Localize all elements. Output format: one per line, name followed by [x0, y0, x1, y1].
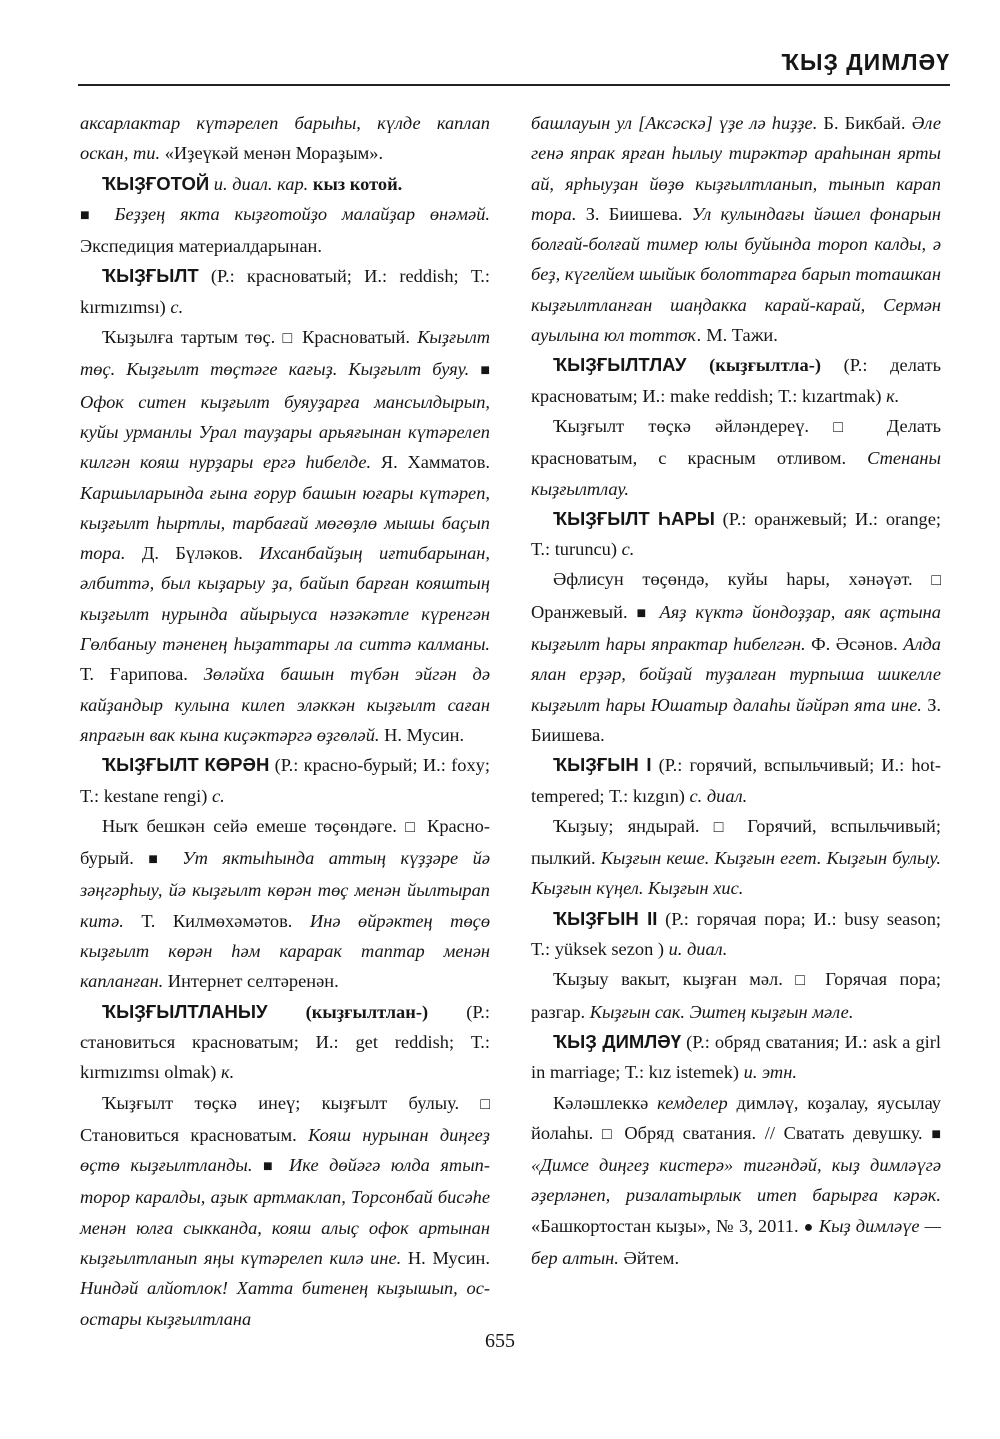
headword: ҠЫҘҒЫН I: [553, 754, 652, 776]
headword: ҠЫҘҒЫЛТЛАНЫУ: [102, 1000, 268, 1022]
definition-paragraph: [531, 411, 941, 504]
definition-paragraph: [531, 564, 941, 750]
definition-italic: кемделер: [657, 1092, 728, 1113]
definition-paragraph: [531, 811, 941, 904]
definition-text: димләү, коҙалау, яусылау йолаһы.: [531, 1092, 941, 1143]
example-text: Ут яктыһында аттың күҙҙәре йә зәңгәрһыу, йә кыҙғылт көрән төҫ менән йылтырап китә.: [80, 848, 490, 931]
source-text: Т. Килмөхәмәтов.: [141, 910, 310, 931]
definition-paragraph: [531, 1088, 941, 1274]
definition-paragraph: [80, 1088, 490, 1334]
source-text: Н. Мусин.: [384, 724, 465, 745]
source-text: «Башкортостан кыҙы», № 3, 2011.: [531, 1215, 804, 1236]
headword: ҠЫҘҒЫЛТ: [102, 265, 199, 287]
white-square-icon: □: [795, 972, 813, 990]
source-text: «Иҙеүкәй менән Мораҙым».: [164, 143, 384, 164]
bullet-icon: ●: [803, 1218, 814, 1236]
headword: ҠЫҘҒЫЛТ КӨРӘН: [102, 754, 270, 776]
example-text: Зөләйха башын түбән эйгән дә кайҙандыр кулына килеп эләккән кыҙғылт саған япрағын вак кына киҫәктәргә өҙгөләй.: [80, 664, 490, 745]
russian-equivalent: Делать красноватым, с красным отливом.: [531, 415, 941, 469]
russian-equivalent: Обряд сватания. // Сватать девушку.: [615, 1122, 932, 1143]
definition-text: Ҡыҙғылт төҫкә әйләндереү.: [553, 415, 834, 436]
example-text: башлауын ул [Аксәскә] үҙе лә һиҙҙе.: [531, 113, 824, 133]
source-text: М. Тажи.: [706, 325, 778, 346]
example-text: Аяҙ күктә йондоҙҙар, аяк аҫтына кыҙғылт һары япрактар һибелгән.: [531, 601, 941, 655]
example-text: Каршыларында ғына ғорур башын юғары күтәреп, кыҙғылт һыртлы, тарбағай мөгөҙлө мышы баҫып тора.: [80, 482, 490, 564]
translations: (Р.: красноватый; И.: reddish; Т.: kırmızımsı): [80, 266, 490, 317]
source-text: Т. Ғарипова.: [80, 664, 204, 685]
example-text: Офок ситен кыҙғылт буяуҙарға мансылдырып, куйы урманлы Урал тауҙары арьяғынан күтәрелеп килгән кояш нурҙары ергә һибелде.: [80, 391, 490, 473]
example-text: Стенаны кыҙғылтлау.: [531, 448, 941, 499]
source-text: Я. Хамматов.: [380, 452, 490, 473]
continuation-paragraph: [80, 108, 490, 169]
translations: (Р.: обряд сватания; И.: ask a girl in marriage; Т.: kız istemek): [531, 1031, 941, 1083]
headword: ҠЫҘ ДИМЛӘҮ: [553, 1030, 681, 1052]
grammar-label: и. этн.: [743, 1062, 797, 1083]
definition-text: Әфлисун төҫөндә, куйы һары, хәнәүәт.: [553, 569, 932, 590]
black-square-icon: ■: [80, 206, 100, 224]
headword: ҠЫҘҒОТОЙ: [102, 172, 210, 194]
example-text: Кояш нурынан диңгеҙ өҫтө кыҙғылтланды.: [80, 1124, 490, 1176]
right-column: [531, 108, 941, 1273]
example-text: Алда ялан ерҙәр, бойҙай туҙалған турпыша шикелле кыҙғылт һары Юшатыр далаһы йәйрәп ята ине.: [531, 634, 941, 715]
example-text: Ниндәй алйотлок! Хатта битенең кыҙышып, ос-остары кыҙғылтлана: [80, 1278, 490, 1329]
russian-equivalent: Становиться красноватым.: [80, 1124, 309, 1145]
russian-equivalent: Горячий, вспыльчивый; пылкий.: [531, 815, 941, 869]
definition-paragraph: [80, 322, 490, 750]
black-square-icon: ■: [480, 362, 490, 380]
continuation-paragraph: [531, 108, 941, 350]
source-text: Интернет селтәренән.: [167, 971, 339, 992]
black-square-icon: ■: [931, 1125, 941, 1143]
white-square-icon: □: [833, 418, 863, 436]
example-text: Кыҙғын сак. Эштең кыҙғын мәле.: [589, 1001, 854, 1022]
grammar-label: к.: [886, 385, 900, 406]
example-text: аксарлактар күтәрелеп барыһы, күлде каплап оскан, ти.: [80, 113, 490, 164]
dictionary-entry: [531, 750, 941, 811]
left-column: [80, 108, 490, 1334]
white-square-icon: □: [931, 572, 941, 590]
black-square-icon: ■: [148, 851, 168, 869]
source-text: З. Биишева.: [531, 694, 941, 745]
translations: (Р.: оранжевый; И.: orange; Т.: turuncu): [531, 508, 942, 560]
cross-reference: кыз котой.: [312, 173, 403, 194]
source-text: Әйтем.: [623, 1247, 680, 1268]
black-square-icon: ■: [636, 604, 651, 622]
definition-text: Ҡыҙғылт төҫкә инеү; кыҙғылт булыу.: [102, 1092, 481, 1113]
headword: ҠЫҘҒЫН II: [553, 907, 658, 929]
source-text: Ф. Әсәнов.: [811, 634, 904, 655]
example-text: Әле генә япрак ярған һылыу тирәктәр араһынан ярты ай, ярһыуҙан йөҙө кыҙғылтланып, тынып карап тора.: [531, 113, 941, 224]
definition-paragraph: [531, 964, 941, 1027]
definition-text: Ныҡ бешкән сейә емеше төҫөндәге.: [102, 815, 406, 836]
white-square-icon: □: [713, 818, 733, 836]
example-text: «Димсе диңгеҙ кистерә» тигәндәй, кыҙ димләүгә әҙерләнеп, ризалатырлык итеп барырға кәрәк.: [531, 1155, 941, 1206]
source-text: Н. Мусин.: [407, 1247, 490, 1268]
grammar-label: с.: [211, 785, 225, 806]
black-square-icon: ■: [262, 1158, 279, 1176]
russian-equivalent: Оранжевый.: [531, 601, 637, 622]
russian-equivalent: Горячая пора; разгар.: [531, 969, 941, 1022]
source-text: З. Биишева.: [585, 203, 692, 224]
header-rule: [78, 84, 950, 86]
source-text: Б. Бикбай.: [823, 113, 912, 133]
definition-paragraph: [80, 811, 490, 997]
dictionary-entry: [531, 504, 941, 565]
example-text: Ихсанбайҙың иғтибарынан, әлбиттә, был кыҙарыу ҙа, байып барған кояштың кыҙғылт нурында айырыуса нәзәкәтле күренгән Гөлбаныу тәненең һыҙаттары ла ситтә калманы.: [80, 543, 490, 655]
definition-text: Ҡыҙыу вакыт, кыҙған мәл.: [553, 969, 796, 990]
derivation: (кыҙғылтлан-): [267, 1001, 429, 1022]
dictionary-entry: [80, 750, 490, 811]
example-text: Кыҙғылт төҫ. Кыҙғылт төҫтәге кағыҙ. Кыҙғылт буяу.: [80, 327, 490, 380]
definition-text: Ҡыҙыу; яндырай.: [553, 815, 714, 836]
russian-equivalent: Красноватый.: [294, 327, 418, 348]
definition-text: Ҡыҙылға тартым төҫ.: [102, 327, 283, 348]
dictionary-entry: [80, 997, 490, 1088]
example-text: Кыҙ димләүе — бер алтын.: [531, 1215, 941, 1268]
headword: ҠЫҘҒЫЛТЛАУ: [553, 354, 687, 376]
derivation: (кыҙғылтла-): [686, 355, 821, 376]
grammar-label: и. диал. кар.: [209, 173, 313, 194]
source-text: Д. Бүләков.: [141, 543, 260, 564]
white-square-icon: □: [601, 1125, 616, 1143]
headword: ҠЫҘҒЫЛТ ҺАРЫ: [553, 507, 715, 529]
russian-equivalent: Красно-бурый.: [80, 815, 491, 869]
grammar-label: с.: [621, 539, 635, 560]
definition-text: Кәләшлеккә: [553, 1092, 658, 1113]
translations: (Р.: горячий, вспыльчивый; И.: hot-tempered; Т.: kızgın): [531, 755, 941, 806]
example-text: Инә өйрәктең төҫө кыҙғылт көрән һәм карарак таптар менән капланған.: [80, 910, 491, 992]
grammar-label: и. диал.: [668, 939, 728, 960]
running-header: ҠЫҘ ДИМЛӘҮ: [781, 49, 950, 75]
entry-example-paragraph: [80, 199, 490, 262]
dictionary-entry: [80, 261, 490, 322]
page-number: 655: [485, 1330, 515, 1352]
translations: (Р.: делать красноватым; И.: make reddish; Т.: kızartmak): [531, 355, 941, 406]
grammar-label: с. диал.: [689, 785, 748, 806]
example-text: Ул кулындағы йәшел фонарын болғай-болғай тимер юлы буйында тороп калды, ә беҙ, күгелйем шыйык болоттарға барып тоташкан кыҙғылтланған шаңдакка карай-карай, Сермән ауылына юл тоттоҡ.: [531, 203, 941, 346]
example-text: Кыҙғын кеше. Кыҙғын егет. Кыҙғын булыу. Кыҙғын күңел. Кыҙғын хис.: [531, 848, 941, 899]
white-square-icon: □: [480, 1095, 490, 1113]
example-text: Ике дөйәгә юлда ятып-торор каралды, аҙык артмаклап, Торсонбай бисәһе менән юлға сыкканда, кояш алыҫ офок артынан кыҙғылтланып яңы күтәрелеп килә ине.: [80, 1155, 490, 1268]
source-text: Экспедиция материалдарынан.: [80, 236, 322, 257]
translations: (Р.: красно-бурый; И.: foxy; Т.: kestane rengi): [80, 755, 490, 806]
example-text: Беҙҙең якта кыҙғотойҙо малайҙар өнәмәй.: [99, 203, 490, 224]
grammar-label: с.: [170, 296, 184, 317]
dictionary-entry: [531, 1027, 941, 1088]
dictionary-entry: [531, 904, 941, 965]
grammar-label: к.: [220, 1062, 235, 1083]
white-square-icon: □: [282, 330, 295, 348]
dictionary-entry: [531, 350, 941, 411]
dictionary-entry: [80, 169, 490, 199]
white-square-icon: □: [405, 818, 419, 836]
translations: (Р.: становиться красноватым; И.: get reddish; Т.: kırmızımsı olmak): [80, 1001, 491, 1083]
translations: (Р.: горячая пора; И.: busy season; Т.: yüksek sezon ): [531, 908, 941, 960]
